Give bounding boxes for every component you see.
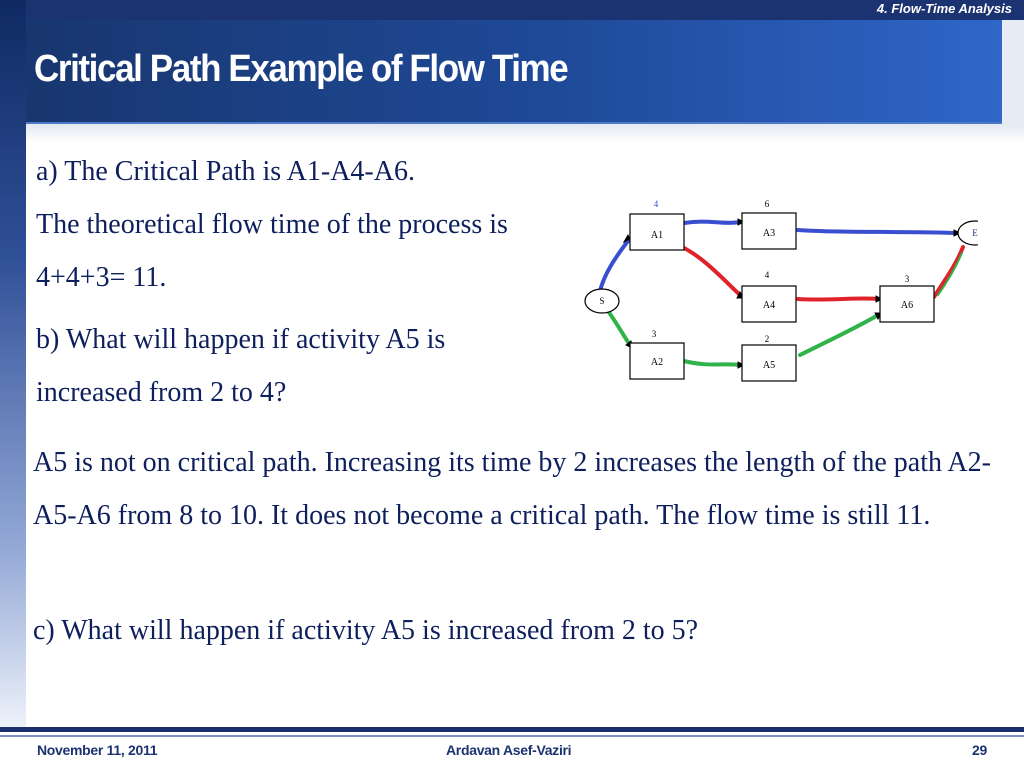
duration-a6: 3: [904, 274, 910, 284]
section-label: 4. Flow-Time Analysis: [876, 1, 1012, 16]
arrow-s-a1: [600, 241, 628, 291]
arrow-a1-a4: [682, 247, 740, 295]
duration-a4: 4: [764, 270, 770, 280]
footer-date: November 11, 2011: [37, 742, 158, 758]
duration-a5: 2: [764, 334, 770, 344]
node-label-a1: A1: [650, 230, 664, 241]
node-label-a3: A3: [762, 228, 776, 239]
top-strip: [26, 0, 1024, 20]
arrow-a4-a6: [798, 298, 878, 299]
answer-b: A5 is not on critical path. Increasing its time by 2 increases the length of the path A2-A5-A6 from 8 to 10. It does not become a critical path. The flow time is still 11.: [33, 447, 991, 531]
duration-a3: 6: [764, 199, 770, 209]
title-band: [26, 20, 1002, 124]
part-b-question: b) What will happen if activity A5 is increased from 2 to 4?: [36, 324, 446, 408]
duration-a2: 3: [651, 329, 657, 339]
questions-block: [36, 145, 556, 419]
page-number: 29: [972, 742, 987, 758]
arrow-a2-a5: [684, 361, 740, 365]
footer-rule-thin: [0, 735, 1024, 737]
node-label-a4: A4: [762, 300, 776, 311]
node-label-end: E: [972, 228, 978, 238]
arrow-a6-e: [934, 247, 963, 297]
title-band-edge: [1002, 20, 1024, 124]
left-accent-bar: [0, 0, 26, 730]
footer-author: Ardavan Asef-Vaziri: [446, 742, 572, 758]
title-shadow-band: [26, 124, 1024, 142]
network-diagram: [578, 195, 978, 385]
arrow-s-a2: [608, 311, 630, 345]
part-a-line1: a) The Critical Path is A1-A4-A6.: [36, 156, 415, 187]
arrow-a3-e: [798, 230, 956, 233]
arrow-a5-a6: [800, 315, 878, 355]
node-label-a5: A5: [762, 360, 776, 371]
duration-a1: 4: [653, 199, 659, 209]
slide-title: Critical Path Example of Flow Time: [34, 48, 568, 90]
part-c-question: c) What will happen if activity A5 is increased from 2 to 5?: [33, 615, 699, 646]
answer-block: [33, 436, 1003, 542]
arrow-a1-a3: [684, 222, 740, 223]
node-label-start: S: [599, 296, 605, 306]
node-label-a2: A2: [650, 357, 664, 368]
node-label-a6: A6: [900, 300, 914, 311]
part-a-line2: The theoretical flow time of the process is 4+4+3= 11.: [36, 209, 508, 293]
